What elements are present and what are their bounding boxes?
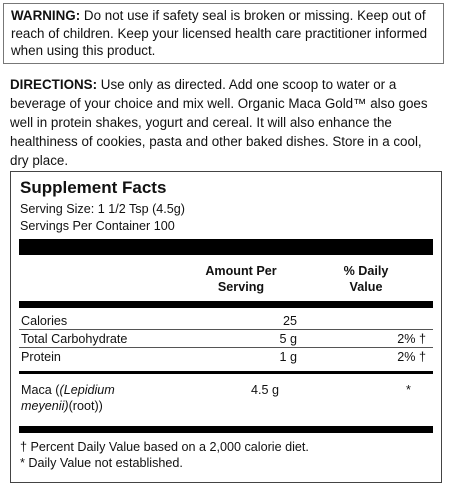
nutrient-name: Calories [21,314,68,328]
amount-per-serving-header [191,263,291,295]
footnotes [20,439,309,471]
medium-divider [19,301,433,308]
nutrient-amount: 25 [282,314,297,328]
serving-size: Serving Size: 1 1/2 Tsp (4.5g) [20,202,185,216]
directions-label: DIRECTIONS: [10,77,98,92]
maca-dv: * [406,383,411,397]
amount-header-line1: Amount Per [205,264,277,278]
thin-divider [19,371,433,374]
warning-box [3,3,444,64]
warning-text: Do not use if safety seal is broken or missing. Keep out of reach of children. Keep your licensed health care practitioner informed when using this product. [11,8,428,58]
amount-header-line2: Serving [217,280,265,294]
maca-latin-genus: (Lepidium [59,383,115,397]
nutrient-name: Protein [21,350,61,364]
dv-header-line2: Value [349,280,383,294]
maca-name-prefix: Maca ( [21,383,60,397]
daily-value-header [326,263,406,295]
maca-name-suffix: (root)) [68,399,103,413]
nutrient-dv: 2% † [397,350,426,364]
bottom-divider [19,426,433,433]
dv-header-line1: % Daily [343,264,389,278]
maca-amount: 4.5 g [251,383,280,397]
nutrient-name: Total Carbohydrate [21,332,128,346]
nutrient-row-calories [19,313,433,330]
footnote-not-established: * Daily Value not established. [20,456,183,470]
maca-latin-species: meyenii) [21,399,69,413]
nutrient-amount: 1 g [279,350,297,364]
warning-label: WARNING: [11,8,81,23]
nutrient-row-total-carbohydrate [19,331,433,348]
directions-text: Use only as directed. Add one scoop to water or a beverage of your choice and mix well. Organic Maca Gold™ also goes well in protein shakes, yogurt and cereal. It will also enhance the healthiness of cookies, pasta and other baked dishes. Store in a cool, dry place. [10,77,428,168]
supplement-facts-panel [10,171,442,483]
nutrient-dv: 2% † [397,332,426,346]
footnote-daily-value: † Percent Daily Value based on a 2,000 calorie diet. [20,440,309,454]
thick-divider [19,239,433,255]
servings-per-container: Servings Per Container 100 [20,218,175,233]
serving-info [20,201,185,234]
nutrient-amount: 5 g [279,332,297,346]
facts-title: Supplement Facts [20,178,167,197]
directions-paragraph [10,75,440,170]
nutrient-row-protein [19,349,433,365]
maca-ingredient-name [21,382,115,414]
